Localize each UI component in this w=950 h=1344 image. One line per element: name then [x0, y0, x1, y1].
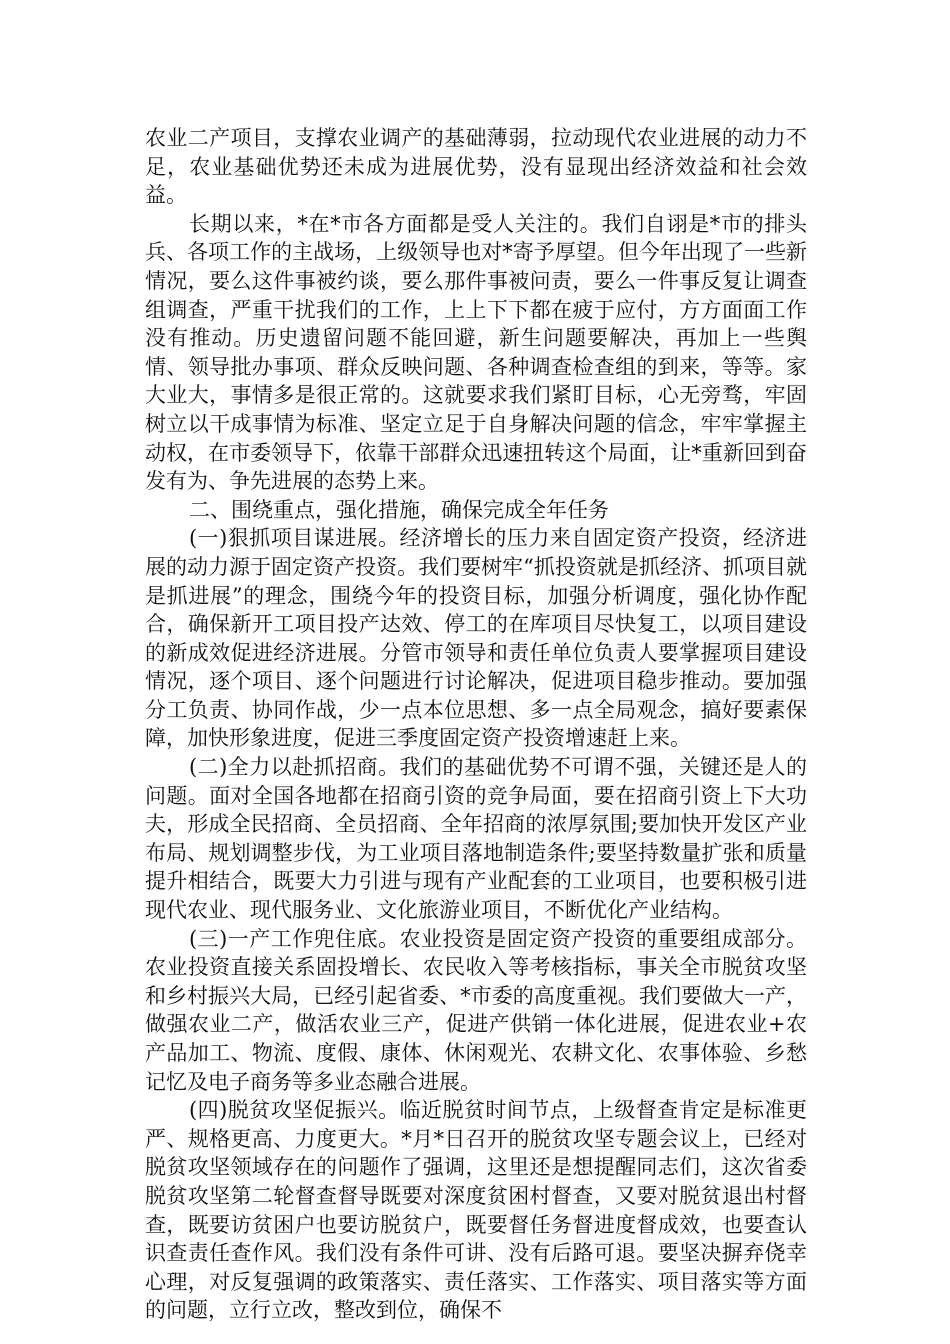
paragraph-item-1: (一)狠抓项目谋进展。经济增长的压力来自固定资产投资，经济进展的动力源于固定资产投资。我们要树牢“抓投资就是抓经济、抓项目就是抓进展”的理念，围绕今年的投资目标，加强分析调度，强化协作配合，确保新开工项目投产达效、停工的在库项目尽快复工，以项目建设的新成效促进经济进展。分管市领导和责任单位负责人要掌握项目建设情况，逐个项目、逐个问题进行讨论解决，促进项目稳步推动。要加强分工负责、协同作战，少一点本位思想、多一点全局观念，搞好要素保障，加快形象进度，促进三季度固定资产投资增速赶上来。: [145, 526, 807, 751]
section-heading-two: 二、围绕重点，强化措施，确保完成全年任务: [189, 497, 609, 522]
document-body: [145, 124, 807, 1325]
paragraph-continuation: 农业二产项目，支撑农业调产的基础薄弱，拉动现代农业进展的动力不足，农业基础优势还未成为进展优势，没有显现出经济效益和社会效益。: [145, 126, 807, 208]
paragraph-item-3: (三)一产工作兜住底。农业投资是固定资产投资的重要组成部分。农业投资直接关系固投增长、农民收入等考核指标，事关全市脱贫攻坚和乡村振兴大局，已经引起省委、*市委的高度重视。我们要做大一产，做强农业二产，做活农业三产，促进产供销一体化进展，促进农业+农产品加工、物流、度假、康体、休闲观光、农耕文化、农事体验、乡愁记忆及电子商务等多业态融合进展。: [145, 926, 807, 1094]
paragraph-item-2: (二)全力以赴抓招商。我们的基础优势不可谓不强，关键还是人的问题。面对全国各地都在招商引资的竞争局面，要在招商引资上下大功夫，形成全民招商、全员招商、全年招商的浓厚氛围;要加快开发区产业布局、规划调整步伐，为工业项目落地制造条件;要坚持数量扩张和质量提升相结合，既要大力引进与现有产业配套的工业项目，也要积极引进现代农业、现代服务业、文化旅游业项目，不断优化产业结构。: [145, 755, 807, 923]
paragraph-item-4: (四)脱贫攻坚促振兴。临近脱贫时间节点，上级督查肯定是标准更严、规格更高、力度更大。*月*日召开的脱贫攻坚专题会议上，已经对脱贫攻坚领域存在的问题作了强调，这里还是想提醒同志们，这次省委脱贫攻坚第二轮督查督导既要对深度贫困村督查，又要对脱贫退出村督查，既要访贫困户也要访脱贫户，既要督任务督进度督成效，也要查认识查责任查作风。我们没有条件可讲、没有后路可退。要坚决摒弃侥幸心理，对反复强调的政策落实、责任落实、工作落实、项目落实等方面的问题，立行立改，整改到位，确保不: [145, 1098, 807, 1323]
paragraph-long-term: 长期以来，*在*市各方面都是受人关注的。我们自诩是*市的排头兵、各项工作的主战场，上级领导也对*寄予厚望。但今年出现了一些新情况，要么这件事被约谈，要么那件事被问责，要么一件事反复让调查组调查，严重干扰我们的工作，上上下下都在疲于应付，方方面面工作没有推动。历史遗留问题不能回避，新生问题要解决，再加上一些舆情、领导批办事项、群众反映问题、各种调查检查组的到来，等等。家大业大，事情多是很正常的。这就要求我们紧盯目标，心无旁骛，牢固树立以干成事情为标准、坚定立足于自身解决问题的信念，牢牢掌握主动权，在市委领导下，依靠干部群众迅速扭转这个局面，让*重新回到奋发有为、争先进展的态势上来。: [145, 211, 807, 494]
